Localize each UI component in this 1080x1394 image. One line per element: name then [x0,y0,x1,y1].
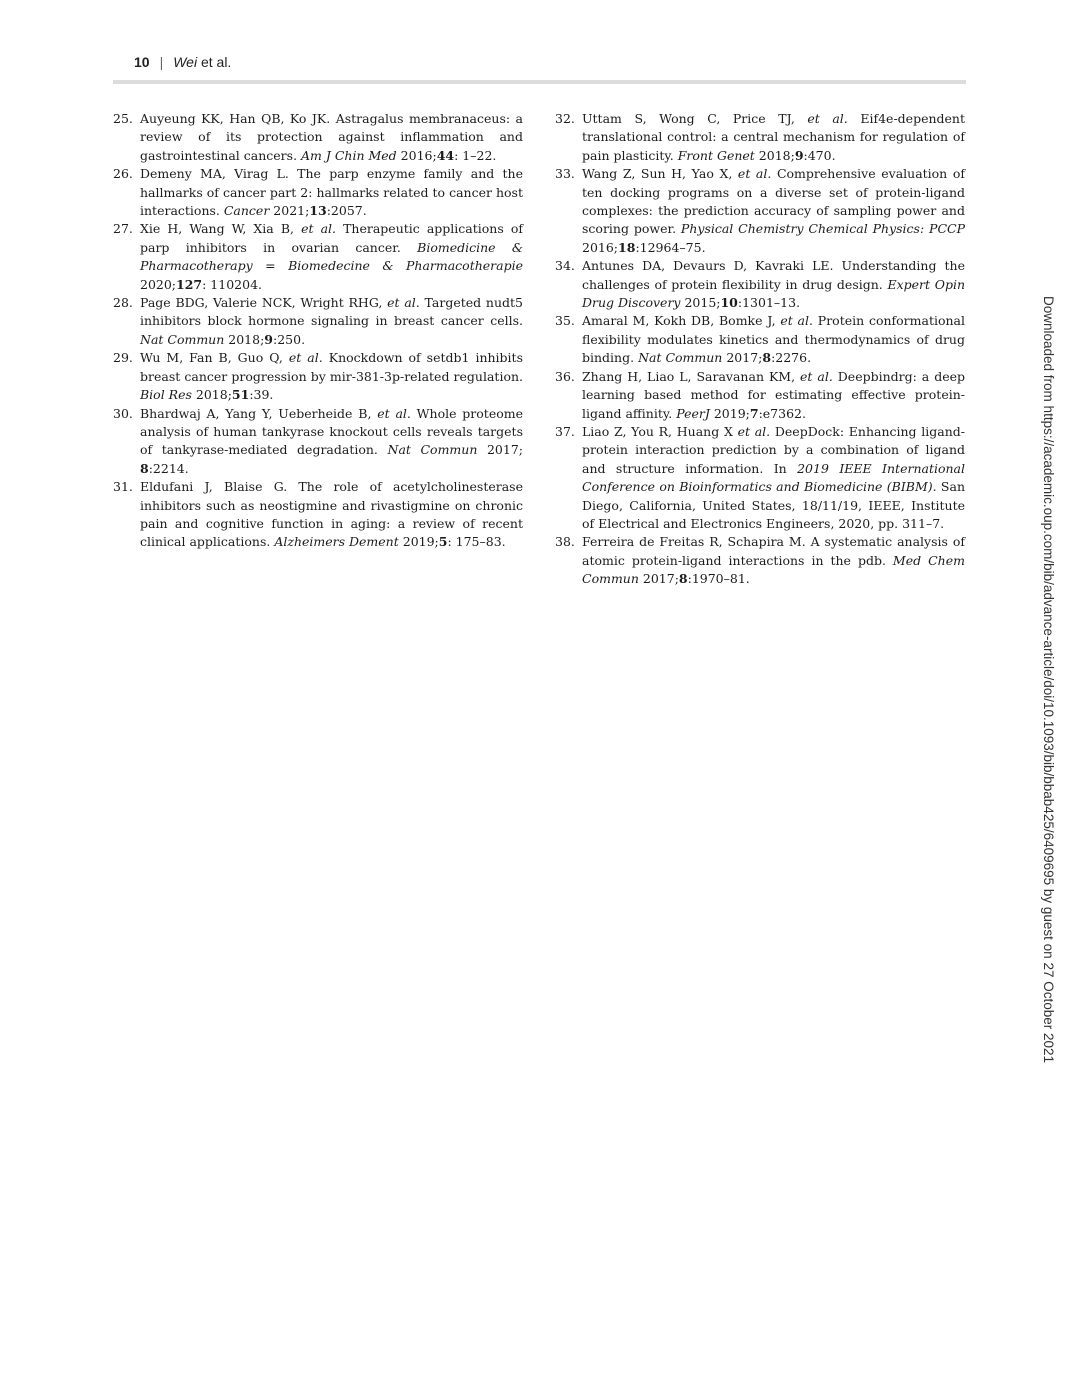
reference-text: Protein conformational flexibility modulates kinetics and thermodynamics of drug binding. [582,313,966,366]
reference-item [555,110,965,165]
reference-text: Xie H, Wang W, Xia B, [140,221,302,237]
reference-item [555,423,965,533]
reference-text: :2057. [326,203,367,219]
reference-journal: Expert Opin Drug Discovery [582,276,966,311]
reference-item [555,368,965,423]
reference-number: 32. [555,111,575,126]
reference-volume: 13 [309,203,327,219]
reference-item [555,165,965,257]
reference-text: 2021; [269,203,310,219]
reference-text: 2017; [722,350,763,366]
reference-volume: 8 [140,460,149,476]
reference-journal: Nat Commun [638,350,723,366]
reference-item [113,220,523,294]
reference-item [113,478,523,552]
header-author: Wei [173,54,198,70]
reference-number: 36. [555,368,575,384]
reference-journal: et al. [737,423,771,439]
reference-text: Targeted nudt5 inhibitors block hormone signaling in breast cancer cells. [140,295,523,329]
reference-volume: 9 [264,331,273,347]
reference-text: 2019; [398,534,439,550]
reference-text: Eif4e-dependent translational control: a central mechanism for regulation of pain plasticity. [582,111,965,163]
reference-text: : 110204. [202,276,263,292]
reference-journal: et al. [737,166,772,182]
reference-text: :1301–13. [737,295,801,311]
reference-volume: 9 [794,147,804,163]
reference-text: Bhardwaj A, Yang Y, Ueberheide B, [140,405,378,421]
reference-text: DeepDock: Enhancing ligand-protein interaction prediction by a combination of ligand and structure information. In [582,423,965,476]
reference-journal: Alzheimers Dement [274,534,399,550]
reference-volume: 127 [176,276,203,292]
reference-journal: Nat Commun [387,442,478,458]
reference-volume: 51 [231,387,250,403]
reference-journal: PeerJ [676,405,710,421]
header-author-suffix: et al. [197,54,232,70]
reference-number: 27. [113,221,133,237]
reference-journal: Nat Commun [140,331,225,347]
references-left-column [113,110,523,552]
reference-volume: 7 [749,405,759,421]
reference-text: :470. [803,147,836,163]
reference-item [113,405,523,479]
reference-journal: et al. [780,313,813,329]
reference-text: :12964–75. [635,239,706,255]
reference-number: 34. [555,258,575,274]
reference-journal: Biomedicine & Pharmacotherapy = Biomedecine & Pharmacotherapie [140,239,523,274]
reference-number: 31. [113,479,133,495]
reference-text: Wang Z, Sun H, Yao X, [582,166,738,182]
reference-volume: 5 [438,534,448,550]
reference-text: :250. [273,331,306,347]
reference-text: Comprehensive evaluation of ten docking programs on a diverse set of protein-ligand complexes: the prediction accuracy of sampling power and scoring power. [582,166,965,237]
reference-text: :2276. [771,350,812,366]
running-header [134,54,231,70]
reference-item [555,533,965,588]
reference-number: 33. [555,166,575,182]
reference-number: 26. [113,166,133,182]
reference-journal: Med Chem Commun [582,552,965,587]
reference-journal: Front Genet [677,147,755,163]
reference-text: Page BDG, Valerie NCK, Wright RHG, [140,295,388,311]
reference-journal: et al. [800,368,833,384]
reference-text: Knockdown of setdb1 inhibits breast cancer progression by mir-381-3p-related regulation. [140,350,523,384]
reference-text: Antunes DA, Devaurs D, Kavraki LE. Understanding the challenges of protein flexibility in drug design. [582,258,965,292]
reference-text: : 1–22. [454,147,497,163]
reference-text: 2018; [754,147,795,163]
reference-journal: Physical Chemistry Chemical Physics: PCCP [680,221,965,237]
reference-journal: Cancer [223,203,270,219]
reference-volume: 8 [762,350,772,366]
download-watermark: Downloaded from https://academic.oup.com/bib/advance-article/doi/10.1093/bib/bbab425/6409695 by guest on 27 October 2021 [1041,296,1056,1064]
reference-item [113,294,523,349]
reference-item [113,110,523,165]
reference-journal: et al. [377,405,411,421]
reference-text: 2017; [477,442,523,458]
reference-item [113,349,523,404]
reference-number: 25. [113,111,133,126]
reference-number: 37. [555,423,575,439]
reference-journal: 2019 IEEE International Conference on Bioinformatics and Biomedicine (BIBM) [582,460,965,495]
reference-text: : 175–83. [447,534,506,550]
page-number: 10 [134,54,150,70]
reference-text: :1970–81. [687,571,750,587]
reference-item [555,312,965,367]
reference-journal: et al. [387,295,420,311]
header-rule [113,80,966,84]
reference-journal: et al. [807,111,848,126]
reference-text: :39. [249,387,274,403]
reference-journal: Biol Res [140,387,192,403]
reference-text: 2020; [140,276,177,292]
reference-text: 2018; [191,387,232,403]
reference-text: Wu M, Fan B, Guo Q, [140,350,289,366]
reference-text: Therapeutic applications of parp inhibitors in ovarian cancer. [140,221,523,255]
reference-text: . San Diego, California, United States, 18/11/19, IEEE, Institute of Electrical and Electronics Engineers, 2020, pp. 311–7. [582,479,965,531]
reference-text: Ferreira de Freitas R, Schapira M. A systematic analysis of atomic protein-ligand interactions in the pdb. [582,534,965,568]
reference-text: Zhang H, Liao L, Saravanan KM, [582,368,801,384]
reference-volume: 10 [720,295,738,311]
reference-journal: Am J Chin Med [301,147,397,163]
reference-text: Uttam S, Wong C, Price TJ, [582,111,808,126]
reference-text: 2015; [680,295,721,311]
reference-text: Demeny MA, Virag L. The parp enzyme family and the hallmarks of cancer part 2: hallmarks related to cancer host interactions. [140,166,523,219]
reference-text: :2214. [148,460,189,476]
reference-number: 38. [555,534,575,550]
reference-text: Auyeung KK, Han QB, Ko JK. Astragalus membranaceus: a review of its protection against inflammation and gastrointestinal cancers. [140,111,523,163]
reference-text: 2018; [224,331,265,347]
reference-volume: 18 [618,239,636,255]
reference-number: 29. [113,350,133,366]
reference-item [555,257,965,312]
reference-text: Amaral M, Kokh DB, Bomke J, [582,313,781,329]
reference-volume: 44 [436,147,455,163]
reference-text: Whole proteome analysis of human tankyrase knockout cells reveals targets of tankyrase-mediated degradation. [140,405,523,458]
reference-item [113,165,523,220]
reference-number: 35. [555,313,575,329]
reference-number: 28. [113,295,133,311]
reference-text: 2016; [396,147,437,163]
reference-text: :e7362. [758,405,806,421]
reference-journal: et al. [301,221,336,237]
reference-text: 2016; [582,239,619,255]
reference-journal: et al. [288,350,323,366]
reference-text: Eldufani J, Blaise G. The role of acetylcholinesterase inhibitors such as neostigmine and rivastigmine on chronic pain and cognitive function in aging: a review of recent clinical applications. [140,479,523,550]
reference-text: Deepbindrg: a deep learning based method for estimating effective protein-ligand affinity. [582,368,965,421]
header-separator: | [159,54,164,70]
reference-volume: 8 [678,571,688,587]
reference-text: 2017; [638,571,679,587]
references-right-column [555,110,965,589]
reference-text: 2019; [709,405,750,421]
reference-number: 30. [113,405,133,421]
reference-text: Liao Z, You R, Huang X [582,423,738,439]
